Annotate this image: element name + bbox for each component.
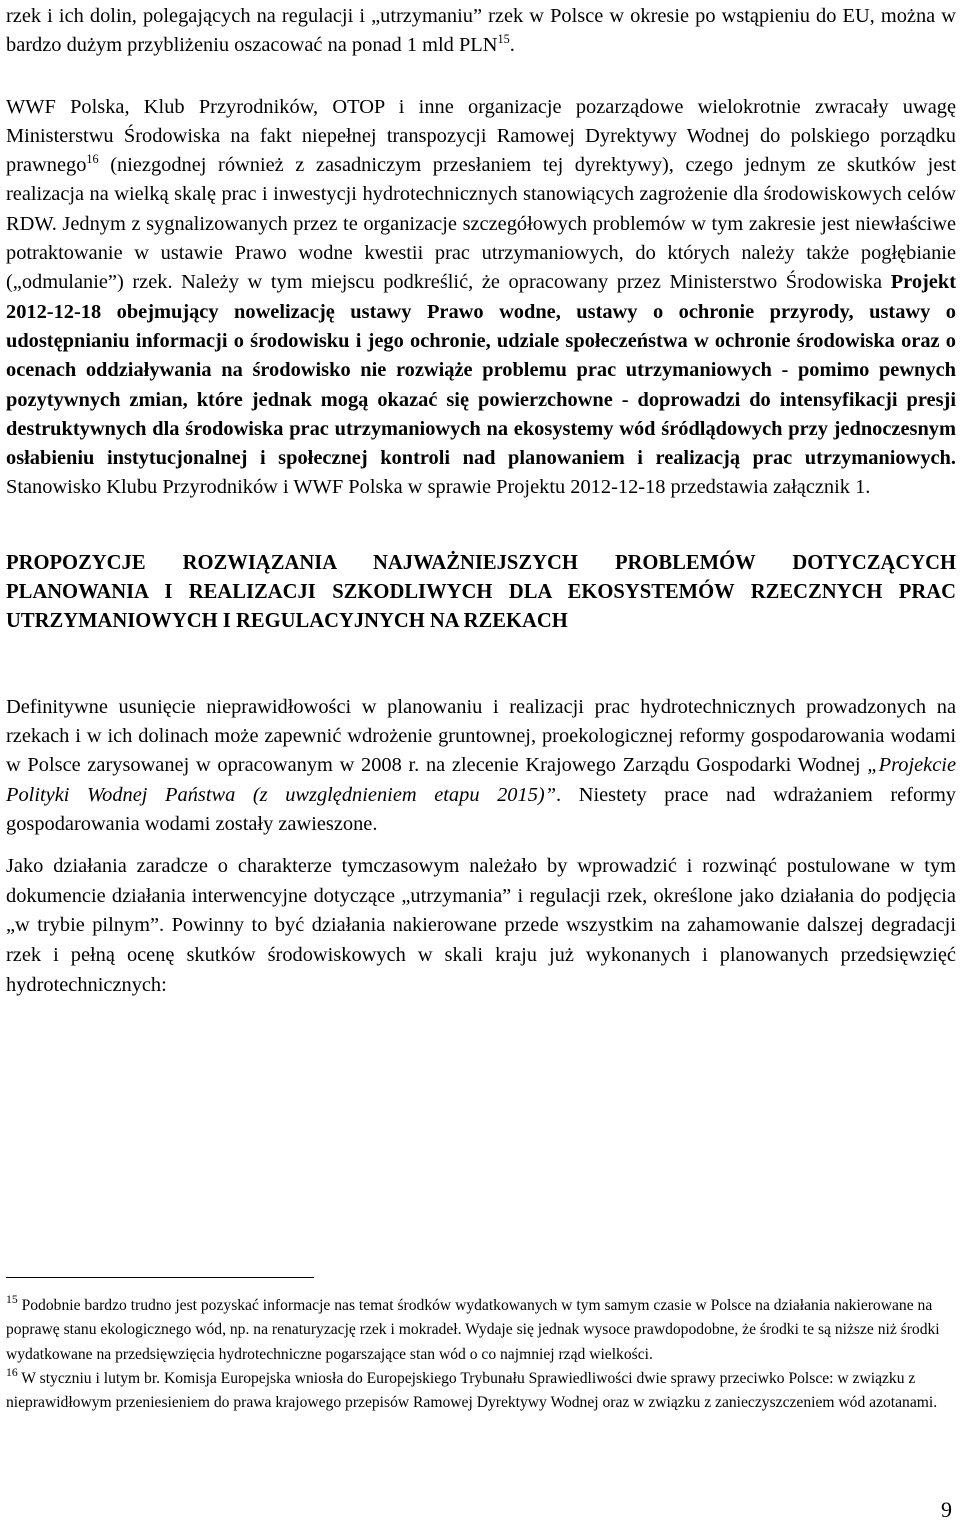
- paragraph-text: Jako działania zaradcze o charakterze tymczasowym należało by wprowadzić i rozwinąć postulowane w tym dokumencie działania interwencyjne dotyczące „utrzymania” i regulacji rzek, określone jako działania do podjęcia „w trybie pilnym”. Powinny to być działania nakierowane przede wszystkim na zahamowanie dalszej degradacji rzek i pełną ocenę skutków środowiskowych w skali kraju już wykonanych i planowanych przedsięwzięć hydrotechnicznych:: [6, 855, 956, 996]
- page-number: 9: [941, 1497, 952, 1522]
- italic-title: „Projekcie Polityki Wodnej Państwa (z uwzględnieniem etapu 2015)”: [6, 754, 956, 806]
- paragraph-text: (niezgodnej również z zasadniczym przesłaniem tej dyrektywy), czego jednym ze skutków jest realizacja na wielką skalę prac i inwestycji hydrotechnicznych stanowiących zagrożenie dla środowiskowych celów RDW. Jednym z sygnalizowanych przez te organizacje szczegółowych problemów w tym zakresie jest niewłaściwe potraktowanie w ustawie Prawo wodne kwestii prac utrzymaniowych, do których należy także pogłębianie („odmulanie”) rzek. Należy w tym miejscu podkreślić, że opracowany przez Ministerstwo Środowiska: [6, 154, 956, 294]
- footnote-text: Podobnie bardzo trudno jest pozyskać informacje nas temat środków wydatkowanych w tym samym czasie w Polsce na działania nakierowane na poprawę stanu ekologicznego wód, np. na renaturyzację rzek i mokradeł. Wydaje się jednak wysoce prawdopodobne, że środki te są niższe niż środki wydatkowane na przedsięwzięcia hydrotechniczne pogarszające stan wód o co najmniej rząd wielkości.: [6, 1297, 940, 1363]
- paragraph-text: Stanowisko Klubu Przyrodników i WWF Polska w sprawie Projektu 2012-12-18 przedstawia załącznik 1.: [6, 476, 871, 499]
- document-page: [6, 0, 956, 1000]
- bold-statement: Projekt 2012-12-18 obejmujący nowelizację ustawy Prawo wodne, ustawy o ochronie przyrody, ustawy o udostępnianiu informacji o środowisku i jego ochronie, udziale społeczeństwa w ochronie środowiska oraz o ocenach oddziaływania na środowisko nie rozwiąże problemu prac utrzymaniowych - pomimo pewnych pozytywnych zmian, które jednak mogą okazać się powierzchowne - doprowadzi do intensyfikacji presji destruktywnych dla środowiska prac utrzymaniowych na ekosystemy wód śródlądowych przy jednoczesnym osłabieniu instytucjonalnej i społecznej kontroli nad planowaniem i realizacją prac utrzymaniowych.: [6, 271, 956, 470]
- paragraph-text: Definitywne usunięcie nieprawidłowości w planowaniu i realizacji prac hydrotechnicznych prowadzonych na rzekach i w ich dolinach może zapewnić wdrożenie gruntownej, proekologicznej reformy gospodarowania wodami w Polsce zarysowanej w opracowanym w 2008 r. na zlecenie Krajowego Zarządu Gospodarki Wodnej: [6, 695, 956, 777]
- paragraph-wwf: [6, 93, 956, 503]
- paragraph-text: . Niestety prace nad wdrażaniem reformy gospodarowania wodami zostały zawieszone.: [6, 783, 956, 835]
- footnote-number: 16: [6, 1365, 18, 1379]
- footnote-ref-16[interactable]: 16: [86, 152, 99, 167]
- paragraph-end: .: [509, 34, 515, 57]
- footnote-16: [6, 1367, 956, 1416]
- heading-text: PROPOZYCJE ROZWIĄZANIA NAJWAŻNIEJSZYCH PROBLEMÓW DOTYCZĄCYCH PLANOWANIA I REALIZACJI SZKODLIWYCH DLA EKOSYSTEMÓW RZECZNYCH PRAC UTRZYMANIOWYCH I REGULACYJNYCH NA RZEKACH: [6, 551, 956, 632]
- section-heading: [6, 549, 956, 636]
- paragraph-reform: [6, 693, 956, 839]
- footnote-ref-15[interactable]: 15: [497, 32, 510, 47]
- footnote-number: 15: [6, 1292, 18, 1306]
- footnote-text: W styczniu i lutym br. Komisja Europejska wniosła do Europejskiego Trybunału Sprawiedliwości dwie sprawy przeciwko Polsce: w związku z nieprawidłowym przeniesieniem do prawa krajowego przepisów Ramowej Dyrektywy Wodnej oraz w związku z zanieczyszczeniem wód azotanami.: [6, 1369, 938, 1412]
- footnotes: [6, 1294, 956, 1415]
- paragraph-text: rzek i ich dolin, polegających na regulacji i „utrzymaniu” rzek w Polsce w okresie po wstąpieniu do EU, można w bardzo dużym przybliżeniu oszacować na ponad 1 mld PLN: [6, 5, 956, 57]
- footnote-15: [6, 1294, 956, 1367]
- paragraph-cost-estimate: [6, 2, 956, 61]
- footnote-separator: [6, 1277, 314, 1278]
- paragraph-text: WWF Polska, Klub Przyrodników, OTOP i inne organizacje pozarządowe wielokrotnie zwracały uwagę Ministerstwu Środowiska na fakt niepełnej transpozycji Ramowej Dyrektywy Wodnej do polskiego porządku prawnego: [6, 95, 956, 177]
- paragraph-remedial-actions: [6, 852, 956, 1000]
